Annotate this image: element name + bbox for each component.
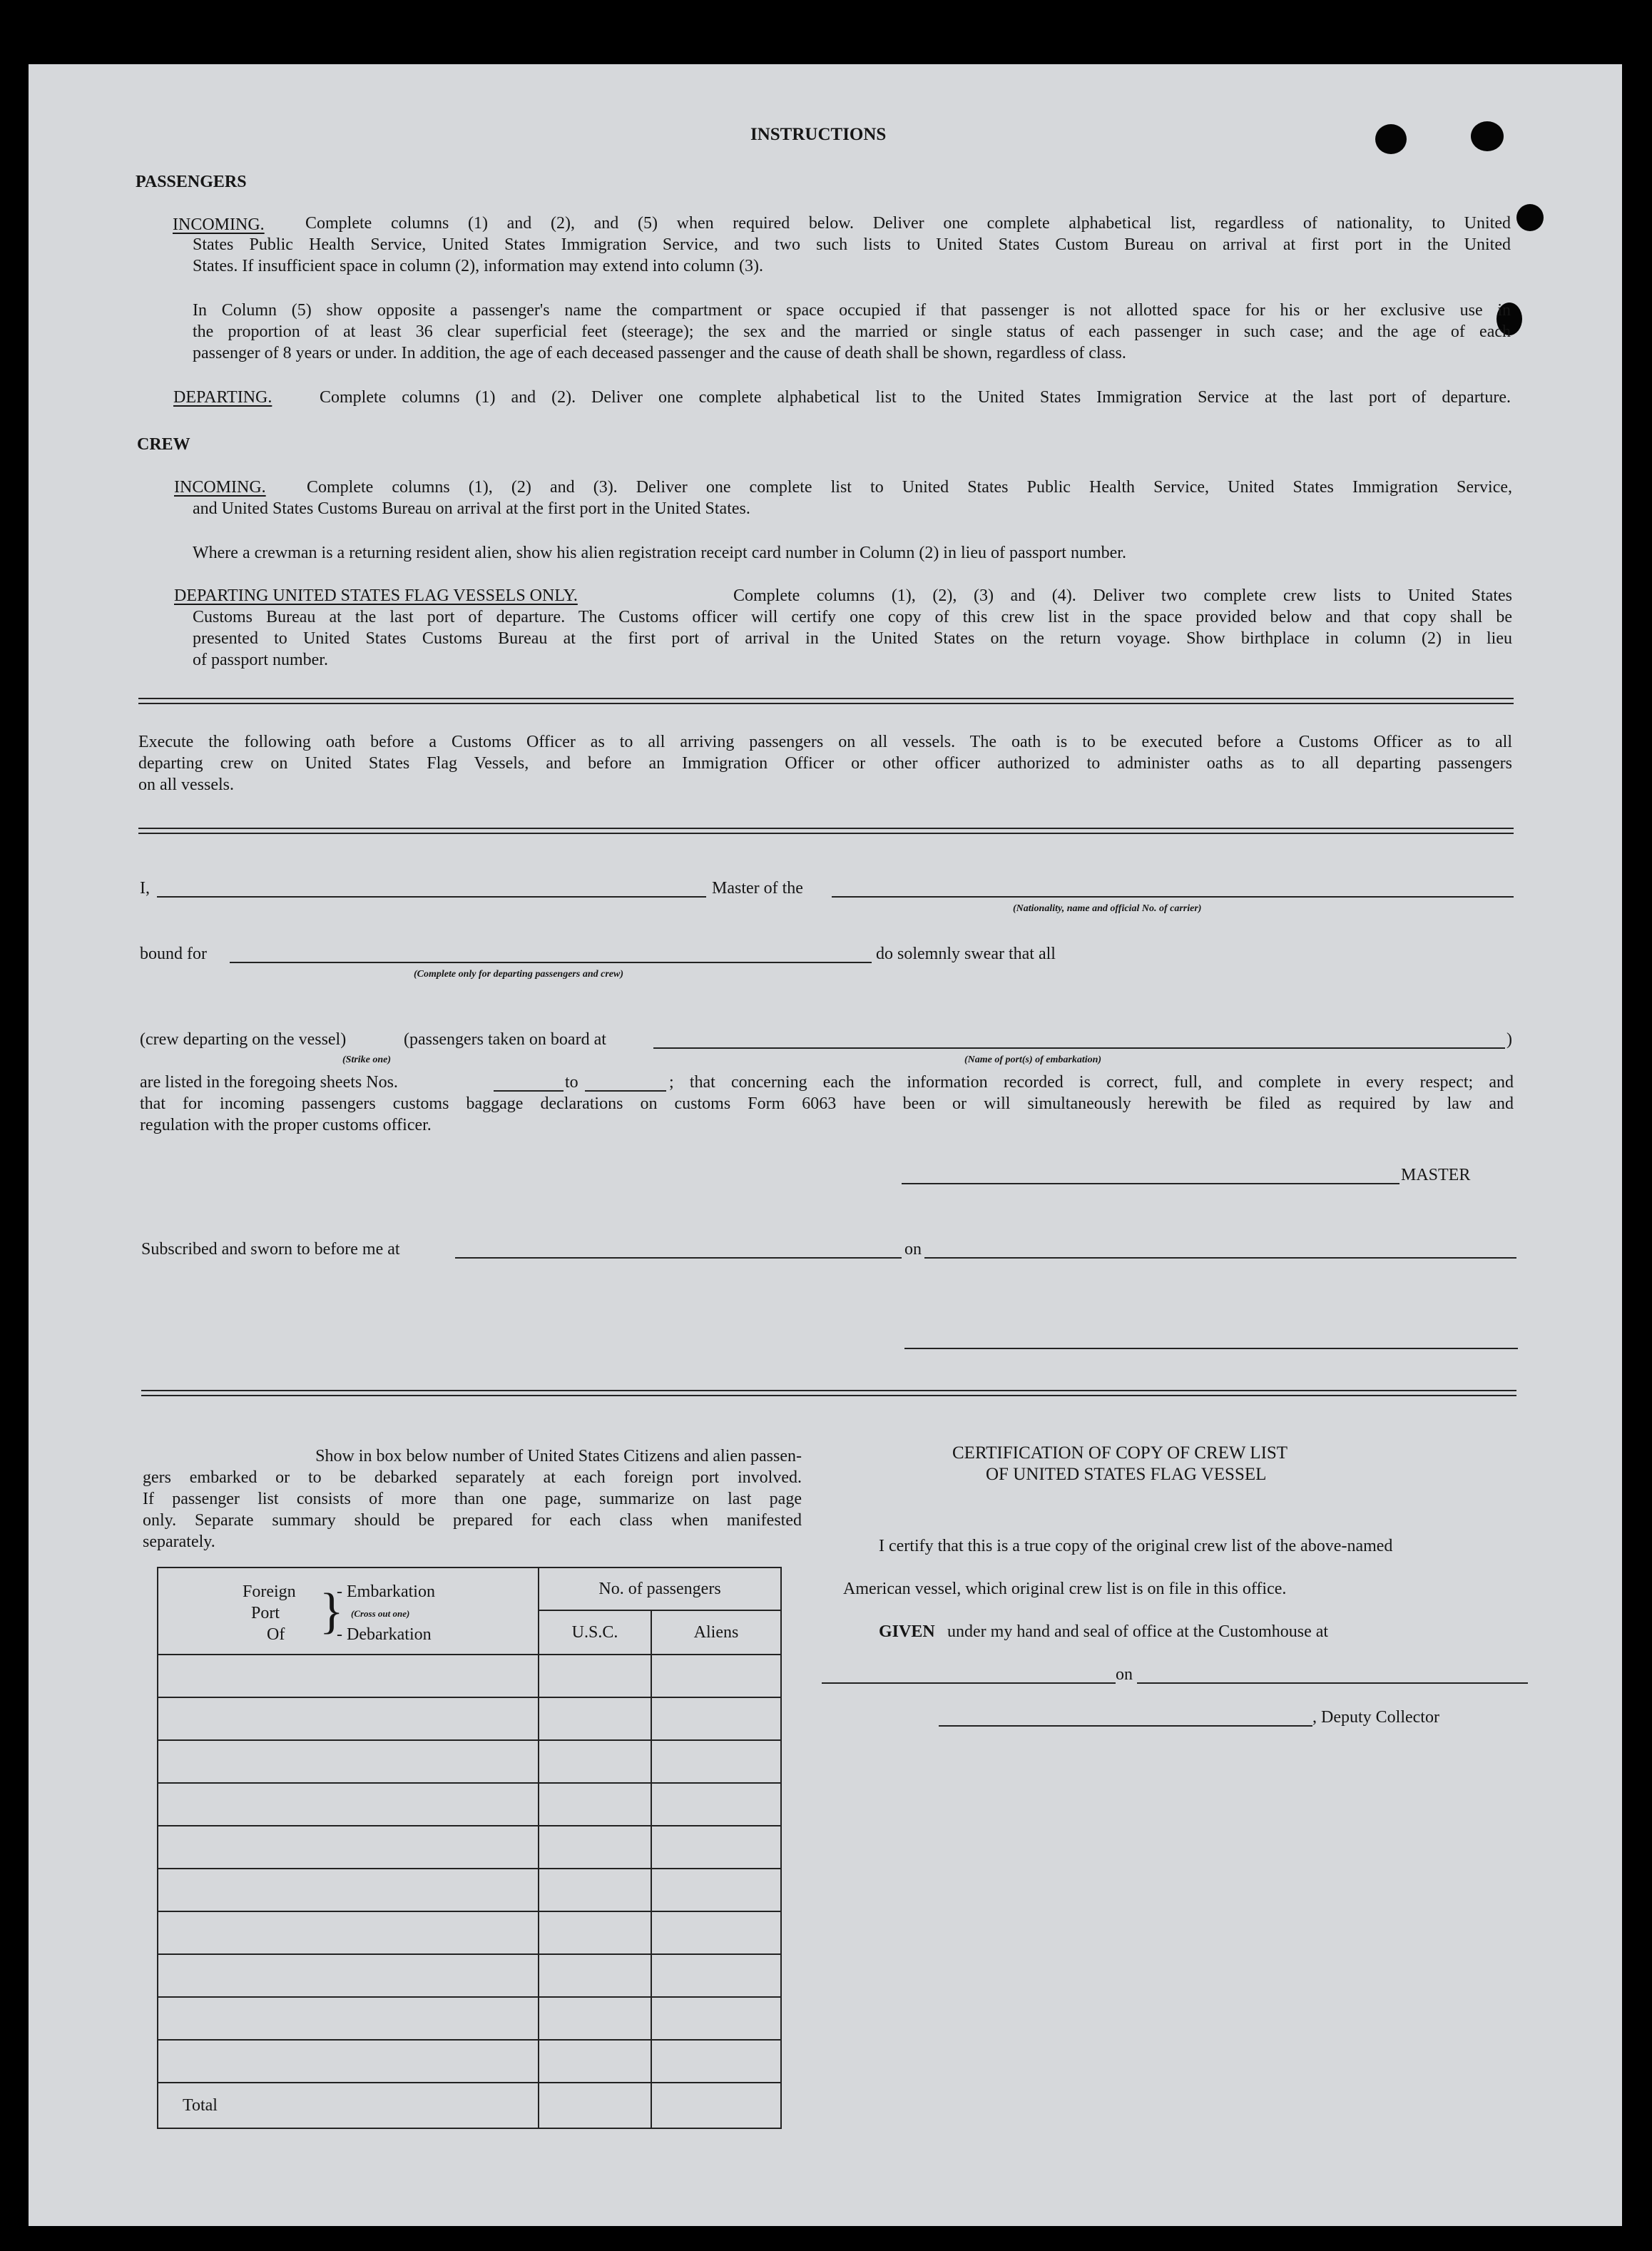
master-name-field[interactable] (157, 896, 706, 898)
summary-instructions-line: If passenger list consists of more than one page, summarize on last page (143, 1490, 802, 1508)
section-divider (141, 1390, 1516, 1396)
certify-text: I certify that this is a true copy of the original crew list of the above-named (879, 1537, 1393, 1555)
crew-incoming-line: Complete columns (1), (2) and (3). Deliver one complete list to United States Public Health Service, United States Immigration Service, (307, 478, 1512, 497)
summary-instructions-line: Show in box below number of United States Citizens and alien passen- (315, 1447, 802, 1465)
aliens-total-cell[interactable] (651, 2083, 781, 2128)
table-row (158, 1826, 781, 1869)
port-cell[interactable] (158, 1954, 539, 1997)
crew-alien-text: Where a crewman is a returning resident alien, show his alien registration receipt card number in Column (2) in lieu of passport number. (193, 544, 1126, 562)
embarkation-port-field[interactable] (653, 1047, 1505, 1049)
certification-title-line1: CERTIFICATION OF COPY OF CREW LIST (952, 1443, 1288, 1463)
port-caption: (Name of port(s) of embarkation) (964, 1055, 1102, 1065)
passengers-departing-text: Complete columns (1) and (2). Deliver one complete alphabetical list to the United States Immigration Service at the last port of departure. (320, 388, 1511, 407)
form-page (29, 64, 1622, 2226)
no-passengers-header: No. of passengers (539, 1567, 781, 1610)
punch-hole (1471, 121, 1504, 151)
given-text: under my hand and seal of office at the Customhouse at (947, 1622, 1329, 1641)
port-cell[interactable] (158, 1911, 539, 1954)
punch-hole (1516, 204, 1544, 231)
crew-incoming-line: and United States Customs Bureau on arrival at the first port in the United States. (193, 499, 750, 518)
aliens-cell[interactable] (651, 1783, 781, 1826)
usc-cell[interactable] (539, 1954, 651, 1997)
table-row (158, 1740, 781, 1783)
officer-signature-field[interactable] (904, 1348, 1518, 1349)
master-label: MASTER (1401, 1166, 1471, 1184)
header-port: Port (251, 1604, 280, 1622)
aliens-cell[interactable] (651, 2040, 781, 2083)
usc-cell[interactable] (539, 1997, 651, 2040)
aliens-header: Aliens (651, 1610, 781, 1655)
page-title: INSTRUCTIONS (750, 125, 887, 144)
customhouse-field[interactable] (822, 1682, 1116, 1684)
bound-for-label: bound for (140, 945, 207, 963)
summary-instructions-line: gers embarked or to be debarked separately at each foreign port involved. (143, 1468, 802, 1487)
usc-cell[interactable] (539, 1869, 651, 1911)
table-row (158, 1869, 781, 1911)
usc-cell[interactable] (539, 1655, 651, 1697)
crew-departing-line: Complete columns (1), (2), (3) and (4). Deliver two complete crew lists to United States (733, 586, 1512, 605)
port-cell[interactable] (158, 1869, 539, 1911)
summary-instructions-line: separately. (143, 1533, 215, 1551)
crew-departing-option: (crew departing on the vessel) (140, 1030, 347, 1049)
foreign-port-header (158, 1567, 539, 1655)
deputy-collector-label: , Deputy Collector (1312, 1708, 1439, 1727)
subscribed-date-field[interactable] (924, 1257, 1516, 1259)
aliens-cell[interactable] (651, 1911, 781, 1954)
header-debarkation: - Debarkation (337, 1625, 432, 1644)
oath-instructions-line: Execute the following oath before a Customs Officer as to all arriving passengers on all vessels. The oath is to be executed before a Customs Officer as to all (138, 733, 1512, 751)
aliens-cell[interactable] (651, 1954, 781, 1997)
passengers-incoming-line: States Public Health Service, United States Immigration Service, and two such lists to United States Custom Bureau on arrival at first port in the United (193, 235, 1511, 254)
sheet-to-field[interactable] (585, 1090, 666, 1092)
aliens-cell[interactable] (651, 1997, 781, 2040)
bound-for-caption: (Complete only for departing passengers and crew) (414, 969, 623, 980)
table-row (158, 2040, 781, 2083)
usc-cell[interactable] (539, 2040, 651, 2083)
passengers-incoming-line: Complete columns (1) and (2), and (5) when required below. Deliver one complete alphabetical list, regardless of nationality, to United (305, 214, 1511, 233)
passengers-incoming-label: INCOMING. (173, 215, 265, 234)
usc-cell[interactable] (539, 1826, 651, 1869)
deputy-signature-field[interactable] (939, 1725, 1312, 1727)
master-of-label: Master of the (712, 879, 803, 898)
aliens-cell[interactable] (651, 1697, 781, 1740)
carrier-caption: (Nationality, name and official No. of carrier) (1013, 903, 1202, 914)
passengers-incoming-line: States. If insufficient space in column (2), information may extend into column (3). (193, 257, 764, 275)
usc-cell[interactable] (539, 1740, 651, 1783)
bound-for-field[interactable] (230, 962, 872, 963)
summary-instructions-line: only. Separate summary should be prepared for each class when manifested (143, 1511, 802, 1530)
certification-on-label: on (1116, 1665, 1133, 1684)
total-row (158, 2083, 781, 2128)
brace-glyph: } (320, 1584, 344, 1639)
punch-hole (1375, 124, 1407, 154)
header-foreign: Foreign (243, 1582, 296, 1601)
usc-cell[interactable] (539, 1911, 651, 1954)
crew-departing-line: Customs Bureau at the last port of departure. The Customs officer will certify one copy of this crew list in the space provided below and that copy shall be (193, 608, 1512, 626)
table-row (158, 1697, 781, 1740)
carrier-field[interactable] (832, 896, 1514, 898)
subscribed-place-field[interactable] (455, 1257, 902, 1259)
table-row (158, 1954, 781, 1997)
table-header-row (158, 1567, 781, 1610)
swear-label: do solemnly swear that all (876, 945, 1056, 963)
port-cell[interactable] (158, 1997, 539, 2040)
usc-cell[interactable] (539, 1697, 651, 1740)
port-cell[interactable] (158, 1740, 539, 1783)
section-divider (138, 698, 1514, 704)
column5-line: passenger of 8 years or under. In addition, the age of each deceased passenger and the cause of death shall be shown, regardless of class. (193, 344, 1126, 362)
column5-line: In Column (5) show opposite a passenger's name the compartment or space occupied if that passenger is not allotted space for his or her exclusive use in (193, 301, 1511, 320)
declaration-line: that for incoming passengers customs baggage declarations on customs Form 6063 have been or will simultaneously herewith be filed as required by law and (140, 1094, 1514, 1113)
certification-title-line2: OF UNITED STATES FLAG VESSEL (986, 1465, 1267, 1484)
column5-line: the proportion of at least 36 clear superficial feet (steerage); the sex and the married or single status of each passenger in such case; and the age of each (193, 322, 1511, 341)
table-row (158, 1997, 781, 2040)
usc-header: U.S.C. (539, 1610, 651, 1655)
aliens-cell[interactable] (651, 1826, 781, 1869)
certification-date-field[interactable] (1137, 1682, 1528, 1684)
subscribed-on-label: on (904, 1240, 922, 1259)
port-cell[interactable] (158, 2040, 539, 2083)
passengers-heading: PASSENGERS (136, 173, 247, 191)
given-label: GIVEN (879, 1622, 935, 1641)
header-cross-out: (Cross out one) (351, 1608, 410, 1619)
total-label: Total (158, 2083, 539, 2128)
to-label: to (565, 1073, 578, 1092)
passenger-summary-table (157, 1567, 782, 2129)
port-cell[interactable] (158, 1783, 539, 1826)
sheet-from-field[interactable] (494, 1090, 564, 1092)
strike-caption: (Strike one) (342, 1055, 392, 1065)
crew-departing-label: DEPARTING UNITED STATES FLAG VESSELS ONLY. (174, 586, 578, 605)
vessel-text: American vessel, which original crew list is on file in this office. (843, 1580, 1287, 1598)
table-row (158, 1655, 781, 1697)
passengers-departing-label: DEPARTING. (173, 388, 272, 407)
aliens-cell[interactable] (651, 1740, 781, 1783)
usc-total-cell[interactable] (539, 2083, 651, 2128)
port-cell[interactable] (158, 1697, 539, 1740)
master-signature-field[interactable] (902, 1183, 1399, 1184)
header-embarkation: - Embarkation (337, 1582, 435, 1601)
crew-incoming-label: INCOMING. (174, 478, 266, 497)
crew-departing-line: presented to United States Customs Bureau at the first port of arrival in the United States on the return voyage. Show birthplace in column (2) in lieu (193, 629, 1512, 648)
header-of: Of (267, 1625, 285, 1644)
oath-instructions-line: on all vessels. (138, 776, 234, 794)
passengers-taken-option: (passengers taken on board at (404, 1030, 606, 1049)
oath-i-label: I, (140, 879, 150, 898)
crew-heading: CREW (137, 435, 190, 454)
table-row (158, 1911, 781, 1954)
oath-instructions-line: departing crew on United States Flag Vessels, and before an Immigration Officer or other officer authorized to administer oaths as to all departing passengers (138, 754, 1512, 773)
declaration-line: regulation with the proper customs officer. (140, 1116, 432, 1134)
crew-departing-line: of passport number. (193, 651, 328, 669)
usc-cell[interactable] (539, 1783, 651, 1826)
aliens-cell[interactable] (651, 1869, 781, 1911)
table-row (158, 1783, 781, 1826)
section-divider (138, 828, 1514, 834)
port-cell[interactable] (158, 1655, 539, 1697)
listed-label: are listed in the foregoing sheets Nos. (140, 1073, 398, 1092)
listed-rest: ; that concerning each the information recorded is correct, full, and complete in every respect; and (669, 1073, 1514, 1092)
aliens-cell[interactable] (651, 1655, 781, 1697)
close-paren: ) (1506, 1030, 1512, 1049)
port-cell[interactable] (158, 1826, 539, 1869)
subscribed-label: Subscribed and sworn to before me at (141, 1240, 400, 1259)
